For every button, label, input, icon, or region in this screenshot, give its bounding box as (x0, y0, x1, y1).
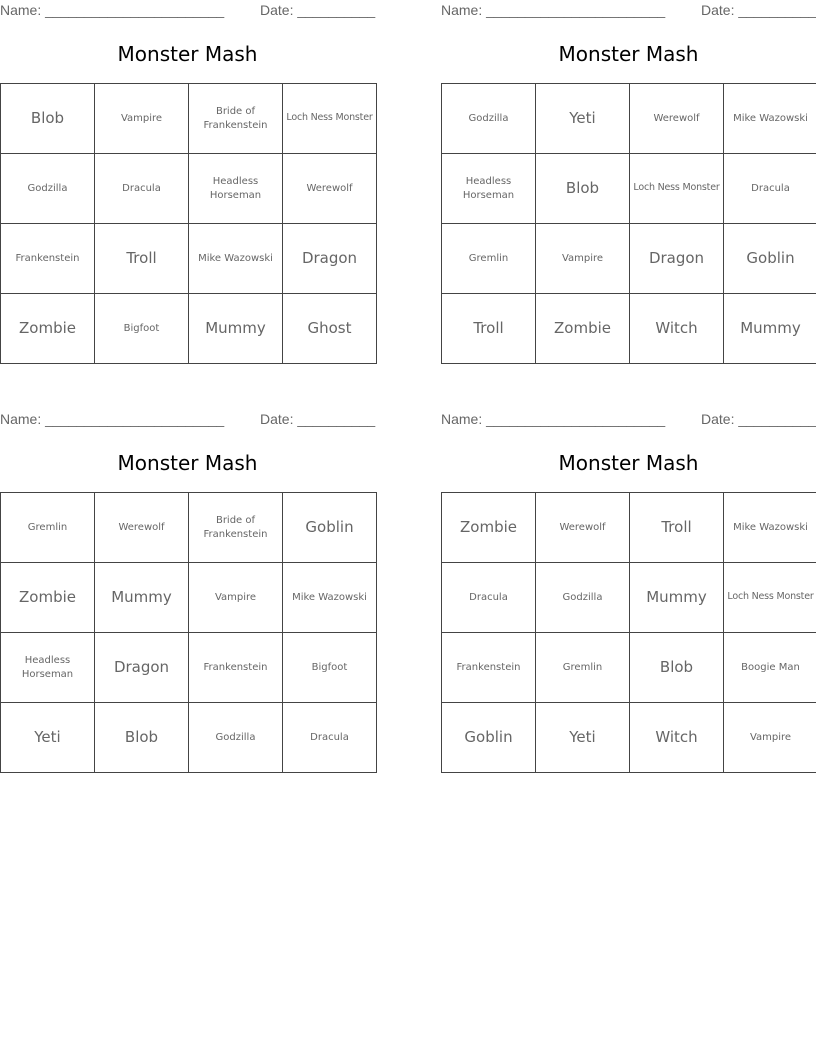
bingo-cell: Mike Wazowski (724, 493, 816, 563)
bingo-cell: Blob (1, 84, 95, 154)
bingo-cell: Troll (95, 224, 189, 294)
bingo-cell: Blob (630, 633, 724, 703)
bingo-cell: Mike Wazowski (724, 84, 816, 154)
bingo-cell: Zombie (442, 493, 536, 563)
bingo-cell: Mummy (95, 563, 189, 633)
bingo-cell: Godzilla (536, 563, 630, 633)
bingo-cell: Dragon (630, 224, 724, 294)
bingo-cell: Godzilla (189, 703, 283, 773)
bingo-grid (441, 492, 816, 773)
card-header (0, 411, 375, 429)
bingo-cell: Dragon (283, 224, 377, 294)
date-field-label: Date: __________ (701, 2, 816, 18)
card-header (441, 411, 816, 429)
date-field-label: Date: __________ (260, 411, 376, 427)
name-field-label: Name: _______________________ (0, 411, 225, 427)
bingo-cell: Mike Wazowski (189, 224, 283, 294)
bingo-cell: Gremlin (536, 633, 630, 703)
bingo-cell: Witch (630, 294, 724, 364)
bingo-cell: Gremlin (442, 224, 536, 294)
bingo-cell: Frankenstein (189, 633, 283, 703)
bingo-cell: Dragon (95, 633, 189, 703)
bingo-cell: Headless Horseman (189, 154, 283, 224)
bingo-cell: Werewolf (95, 493, 189, 563)
bingo-cell: Vampire (724, 703, 816, 773)
bingo-cell: Zombie (1, 294, 95, 364)
bingo-cell: Mike Wazowski (283, 563, 377, 633)
date-field-label: Date: __________ (260, 2, 376, 18)
bingo-cell: Bride of Frankenstein (189, 493, 283, 563)
bingo-grid (0, 83, 377, 364)
bingo-cell: Loch Ness Monster (283, 84, 377, 154)
bingo-cell: Mummy (630, 563, 724, 633)
bingo-cell: Werewolf (536, 493, 630, 563)
bingo-cell: Godzilla (442, 84, 536, 154)
card-title: Monster Mash (117, 451, 258, 475)
bingo-cell: Vampire (189, 563, 283, 633)
card-title: Monster Mash (117, 42, 258, 66)
bingo-cell: Headless Horseman (1, 633, 95, 703)
bingo-cell: Vampire (95, 84, 189, 154)
bingo-cell: Werewolf (283, 154, 377, 224)
bingo-cell: Troll (442, 294, 536, 364)
bingo-card-4 (441, 409, 816, 772)
bingo-cell: Yeti (536, 84, 630, 154)
bingo-cell: Gremlin (1, 493, 95, 563)
bingo-cell: Dracula (442, 563, 536, 633)
bingo-card-2 (441, 0, 816, 363)
bingo-cell: Troll (630, 493, 724, 563)
bingo-cell: Frankenstein (1, 224, 95, 294)
bingo-cell: Bigfoot (283, 633, 377, 703)
bingo-cell: Dracula (283, 703, 377, 773)
bingo-cell: Zombie (536, 294, 630, 364)
bingo-cell: Headless Horseman (442, 154, 536, 224)
card-title: Monster Mash (558, 451, 699, 475)
bingo-cell: Blob (536, 154, 630, 224)
bingo-card-3 (0, 409, 375, 772)
bingo-cell: Dracula (95, 154, 189, 224)
name-field-label: Name: _______________________ (441, 411, 666, 427)
bingo-cell: Boogie Man (724, 633, 816, 703)
bingo-cell: Mummy (724, 294, 816, 364)
bingo-cell: Loch Ness Monster (724, 563, 816, 633)
bingo-cell: Werewolf (630, 84, 724, 154)
bingo-cell: Blob (95, 703, 189, 773)
bingo-cell: Witch (630, 703, 724, 773)
bingo-cell: Dracula (724, 154, 816, 224)
bingo-card-1 (0, 0, 375, 363)
card-title: Monster Mash (558, 42, 699, 66)
bingo-cell: Yeti (1, 703, 95, 773)
card-header (0, 2, 375, 20)
bingo-cell: Bride of Frankenstein (189, 84, 283, 154)
bingo-cell: Yeti (536, 703, 630, 773)
bingo-cell: Vampire (536, 224, 630, 294)
bingo-cell: Bigfoot (95, 294, 189, 364)
bingo-cell: Loch Ness Monster (630, 154, 724, 224)
bingo-grid (441, 83, 816, 364)
bingo-cell: Goblin (283, 493, 377, 563)
bingo-cell: Mummy (189, 294, 283, 364)
card-header (441, 2, 816, 20)
bingo-cell: Godzilla (1, 154, 95, 224)
bingo-cell: Goblin (442, 703, 536, 773)
date-field-label: Date: __________ (701, 411, 816, 427)
name-field-label: Name: _______________________ (0, 2, 225, 18)
bingo-cell: Frankenstein (442, 633, 536, 703)
bingo-cell: Goblin (724, 224, 816, 294)
name-field-label: Name: _______________________ (441, 2, 666, 18)
bingo-cell: Zombie (1, 563, 95, 633)
bingo-grid (0, 492, 377, 773)
bingo-cell: Ghost (283, 294, 377, 364)
